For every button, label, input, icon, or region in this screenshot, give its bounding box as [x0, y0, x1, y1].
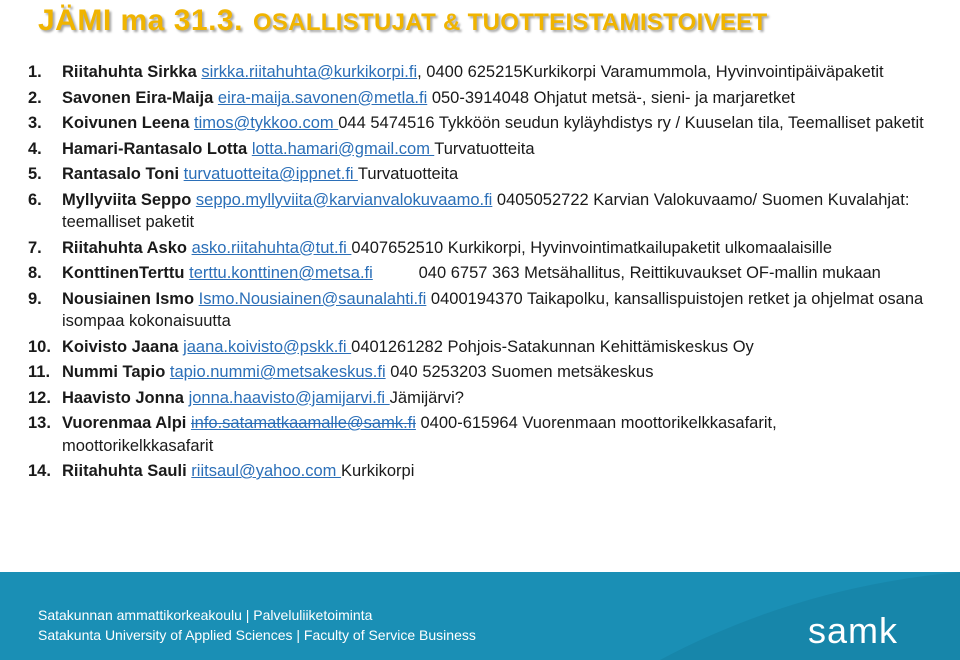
participant-name: Haavisto Jonna — [62, 388, 184, 407]
participant-details: Kurkikorpi — [341, 462, 415, 480]
email-link[interactable]: Ismo.Nousiainen@saunalahti.fi — [198, 289, 427, 308]
item-number: 9. — [28, 289, 42, 308]
participant-details: , 0400 625215Kurkikorpi Varamummola, Hyvinvointipäiväpaketit — [417, 63, 884, 81]
list-item — [28, 163, 928, 186]
email-link[interactable]: timos@tykkoo.com — [194, 114, 339, 132]
participant-details: Turvatuotteita — [434, 139, 535, 158]
email-link[interactable]: asko.riitahuhta@tut.fi — [191, 238, 352, 257]
list-item — [28, 112, 928, 135]
footer-bar — [0, 572, 960, 660]
email-link[interactable]: seppo.myllyviita@karvianvalokuvaamo.fi — [195, 190, 493, 209]
participant-details: 040 5253203 Suomen metsäkeskus — [385, 363, 654, 381]
list-item — [28, 87, 928, 110]
item-number: 1. — [28, 63, 42, 81]
footer-line-english: Satakunta University of Applied Sciences | Faculty of Service Business — [38, 627, 476, 643]
participant-name: Rantasalo Toni — [62, 165, 180, 183]
participant-name: Riitahuhta Asko — [62, 238, 187, 257]
item-number: 2. — [28, 88, 42, 107]
participant-details: 0400-615964 Vuorenmaan moottorikelkkasafarit, moottorikelkkasafarit — [62, 414, 777, 455]
item-number: 7. — [28, 238, 42, 257]
item-number: 8. — [28, 264, 42, 282]
footer-line-finnish: Satakunnan ammattikorkeakoulu | Palveluliiketoiminta — [38, 607, 373, 623]
participant-name: Nummi Tapio — [62, 363, 166, 381]
list-item — [28, 61, 928, 84]
email-link[interactable]: jonna.haavisto@jamijarvi.fi — [188, 388, 390, 407]
title-subject: OSALLISTUJAT & TUOTTEISTAMISTOIVEET — [252, 9, 768, 36]
email-link[interactable]: terttu.konttinen@metsa.fi — [189, 264, 373, 282]
participant-name: Myllyviita Seppo — [62, 190, 192, 209]
item-number: 4. — [28, 139, 42, 158]
participant-name: Vuorenmaa Alpi — [62, 414, 187, 432]
email-link[interactable]: riitsaul@yahoo.com — [191, 462, 342, 480]
participant-details: 050-3914048 Ohjatut metsä-, sieni- ja marjaretket — [427, 88, 796, 107]
participant-details: Turvatuotteita — [357, 165, 459, 183]
participant-name: Koivisto Jaana — [62, 337, 179, 356]
participant-details: 0405052722 Karvian Valokuvaamo/ Suomen Kuvalahjat: teemalliset paketit — [62, 190, 910, 231]
list-item — [28, 237, 928, 260]
participant-name: Riitahuhta Sauli — [62, 462, 187, 480]
item-number: 13. — [28, 414, 51, 432]
participant-details: 0401261282 Pohjois-Satakunnan Kehittämiskeskus Oy — [351, 337, 754, 356]
participant-name: Nousiainen Ismo — [62, 289, 195, 308]
email-link[interactable]: turvatuotteita@ippnet.fi — [183, 165, 358, 183]
list-item — [28, 361, 928, 384]
list-item — [28, 189, 928, 234]
item-number: 11. — [28, 363, 51, 381]
list-item — [28, 460, 928, 483]
participant-name: KonttinenTerttu — [62, 264, 185, 282]
email-link[interactable]: lotta.hamari@gmail.com — [251, 139, 435, 158]
participant-details: 044 5474516 Tykköön seudun kyläyhdistys ry / Kuuselan tila, Teemalliset paketit — [338, 114, 924, 132]
participant-name: Hamari-Rantasalo Lotta — [62, 139, 248, 158]
participant-details: Jämijärvi? — [389, 388, 464, 407]
item-number: 12. — [28, 388, 51, 407]
email-link-struck[interactable]: info.satamatkaamalle@samk.fi — [190, 414, 416, 432]
list-item — [28, 288, 928, 333]
title-date: JÄMI ma 31.3. — [38, 4, 243, 37]
participant-name: Koivunen Leena — [62, 114, 190, 132]
participant-details: 0400194370 Taikapolku, kansallispuistojen retket ja ohjelmat osana isompaa kokonaisuutta — [62, 289, 924, 330]
list-item — [28, 138, 928, 161]
participant-name: Savonen Eira-Maija — [62, 88, 214, 107]
email-link[interactable]: jaana.koivisto@pskk.fi — [183, 337, 352, 356]
participant-details: 0407652510 Kurkikorpi, Hyvinvointimatkailupaketit ulkomaalaisille — [351, 238, 832, 257]
list-item — [28, 262, 928, 285]
list-item — [28, 387, 928, 410]
participant-list — [28, 61, 928, 486]
list-item — [28, 336, 928, 359]
email-link[interactable]: sirkka.riitahuhta@kurkikorpi.fi — [201, 63, 418, 81]
item-number: 6. — [28, 190, 42, 209]
email-link[interactable]: eira-maija.savonen@metla.fi — [217, 88, 428, 107]
item-number: 3. — [28, 114, 42, 132]
samk-logo: samk — [807, 610, 898, 651]
item-number: 10. — [28, 337, 51, 356]
participant-name: Riitahuhta Sirkka — [62, 63, 197, 81]
page-title — [38, 4, 767, 38]
item-number: 14. — [28, 462, 51, 480]
email-link[interactable]: tapio.nummi@metsakeskus.fi — [169, 363, 386, 381]
list-item — [28, 412, 928, 457]
participant-details: 040 6757 363 Metsähallitus, Reittikuvaukset OF-mallin mukaan — [372, 264, 881, 282]
item-number: 5. — [28, 165, 42, 183]
